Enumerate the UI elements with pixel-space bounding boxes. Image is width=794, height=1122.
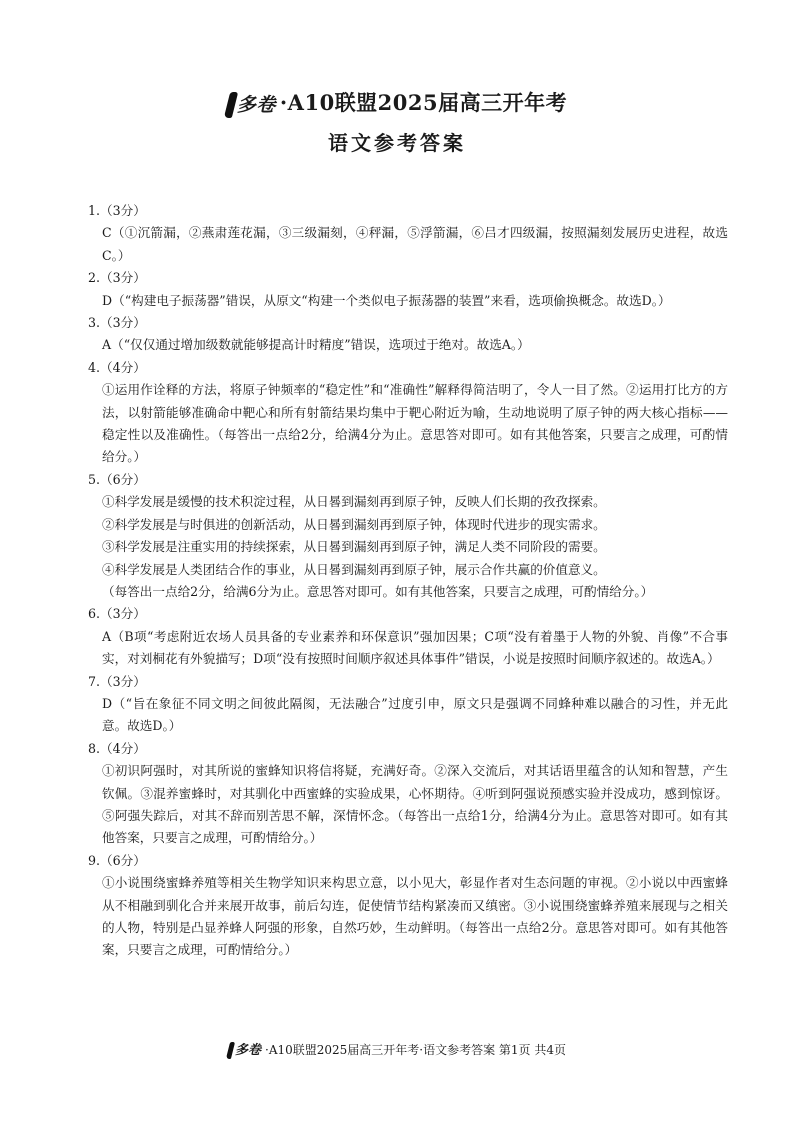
answer-list: [88, 200, 728, 962]
page-footer: [0, 1040, 794, 1061]
answer-line: ①小说围绕蜜蜂养殖等相关生物学知识来构思立意，以小见大，彰显作者对生态问题的审视。②小说以中西蜜蜂从不相融到驯化合并来展开故事，前后勾连，促使情节结构紧凑而又缜密。③小说围绕蜜蜂养殖来展现与之相关的人物，特别是凸显养蜂人阿强的形象，自然巧妙，生动鲜明。（每答出一点给2分。意思答对即可。如有其他答案，只要言之成理，可酌情给分。）: [102, 875, 728, 958]
answer-item: [88, 357, 728, 469]
answer-line: ③科学发展是注重实用的持续探索，从日晷到漏刻再到原子钟，满足人类不同阶段的需要。: [102, 539, 606, 555]
document-subtitle: 语文参考答案: [328, 131, 466, 156]
answer-line: ②科学发展是与时俱进的创新活动，从日晷到漏刻再到原子钟，体现时代进步的现实需求。: [102, 516, 606, 532]
question-number-score: 8.（4分）: [88, 740, 146, 756]
brand-logo-icon: [227, 89, 276, 121]
document-header: [0, 88, 794, 160]
answer-explanation: [88, 379, 728, 469]
answer-explanation: [88, 290, 728, 312]
title-text: ·A10联盟2025届高三开年考: [279, 90, 568, 115]
answer-explanation: [88, 334, 728, 356]
question-number-score: 1.（3分）: [88, 203, 146, 218]
footer-logo-icon: [228, 1040, 261, 1061]
answer-item: [88, 312, 728, 357]
question-number-score: 4.（4分）: [88, 359, 146, 375]
footer-text: ·A10联盟2025届高三开年考·语文参考答案 第1页 共4页: [265, 1043, 567, 1057]
question-number-score: 2.（3分）: [88, 270, 146, 286]
document-title: [0, 88, 794, 120]
answer-explanation: [88, 491, 728, 603]
question-number-score: 7.（3分）: [88, 673, 146, 689]
answer-item: [88, 850, 728, 962]
logo-script: 多卷: [236, 94, 276, 117]
question-number-score: 5.（6分）: [88, 471, 146, 487]
answer-line: D（“构建电子振荡器”错误，从原文“构建一个类似电子振荡器的装置”来看，选项偷换概念。故选D。）: [102, 292, 671, 308]
answer-item: [88, 200, 728, 267]
answer-line: A（“仅仅通过增加级数就能够提高计时精度”错误，选项过于绝对。故选A。）: [102, 337, 530, 353]
answer-line: ①科学发展是缓慢的技术积淀过程，从日晷到漏刻再到原子钟，反映人们长期的孜孜探索。: [102, 494, 606, 510]
answer-line: A（B项“考虑附近农场人员具备的专业素养和环保意识”强加因果；C项“没有着墨于人物的外貌、肖像”不合事实，对刘桐花有外貌描写；D项“没有按照时间顺序叙述具体事件”错误，小说是按照时间顺序叙述的。故选A。）: [102, 628, 728, 667]
answer-item: [88, 603, 728, 670]
question-number-score: 3.（3分）: [88, 315, 146, 331]
answer-item: [88, 267, 728, 312]
answer-explanation: [88, 693, 728, 738]
answer-line: C（①沉箭漏，②燕肃莲花漏，③三级漏刻，④秤漏，⑤浮箭漏，⑥吕才四级漏，按照漏刻发展历史进程，故选C。）: [102, 225, 728, 263]
answer-explanation: [88, 760, 728, 850]
question-number-score: 9.（6分）: [88, 852, 146, 868]
answer-item: [88, 671, 728, 738]
answer-line: （每答出一点给2分，给满6分为止。意思答对即可。如有其他答案，只要言之成理，可酌情给分。）: [102, 583, 654, 599]
answer-item: [88, 738, 728, 850]
answer-explanation: [88, 872, 728, 962]
answer-explanation: [88, 626, 728, 671]
footer-logo-script: 多卷: [234, 1042, 261, 1058]
question-number-score: 6.（3分）: [88, 606, 146, 622]
answer-explanation: [88, 222, 728, 267]
footer-brush-stroke-icon: [226, 1042, 235, 1059]
answer-item: [88, 469, 728, 603]
answer-line: ①初识阿强时，对其所说的蜜蜂知识将信将疑，充满好奇。②深入交流后，对其话语里蕴含的认知和智慧，产生钦佩。③混养蜜蜂时，对其驯化中西蜜蜂的实验成果，心怀期待。④听到阿强说预感实验并没成功，感到惊讶。⑤阿强失踪后，对其不辞而别苦思不解，深情怀念。（每答出一点给1分，给满4分为止。意思答对即可。如有其他答案，只要言之成理，可酌情给分。）: [102, 763, 728, 846]
answer-line: D（“旨在象征不同文明之间彼此隔阂，无法融合”过度引申，原文只是强调不同蜂种难以融合的习性，并无此意。故选D。）: [102, 695, 728, 734]
answer-line: ①运用作诠释的方法，将原子钟频率的“稳定性”和“准确性”解释得简洁明了，令人一目了然。②运用打比方的方法，以射箭能够准确命中靶心和所有射箭结果均集中于靶心附近为喻，生动地说明了原子钟的两大核心指标——稳定性以及准确性。（每答出一点给2分，给满4分为止。意思答对即可。如有其他答案，只要言之成理，可酌情给分。）: [102, 382, 728, 465]
answer-line: ④科学发展是人类团结合作的事业，从日晷到漏刻再到原子钟，展示合作共赢的价值意义。: [102, 561, 606, 577]
